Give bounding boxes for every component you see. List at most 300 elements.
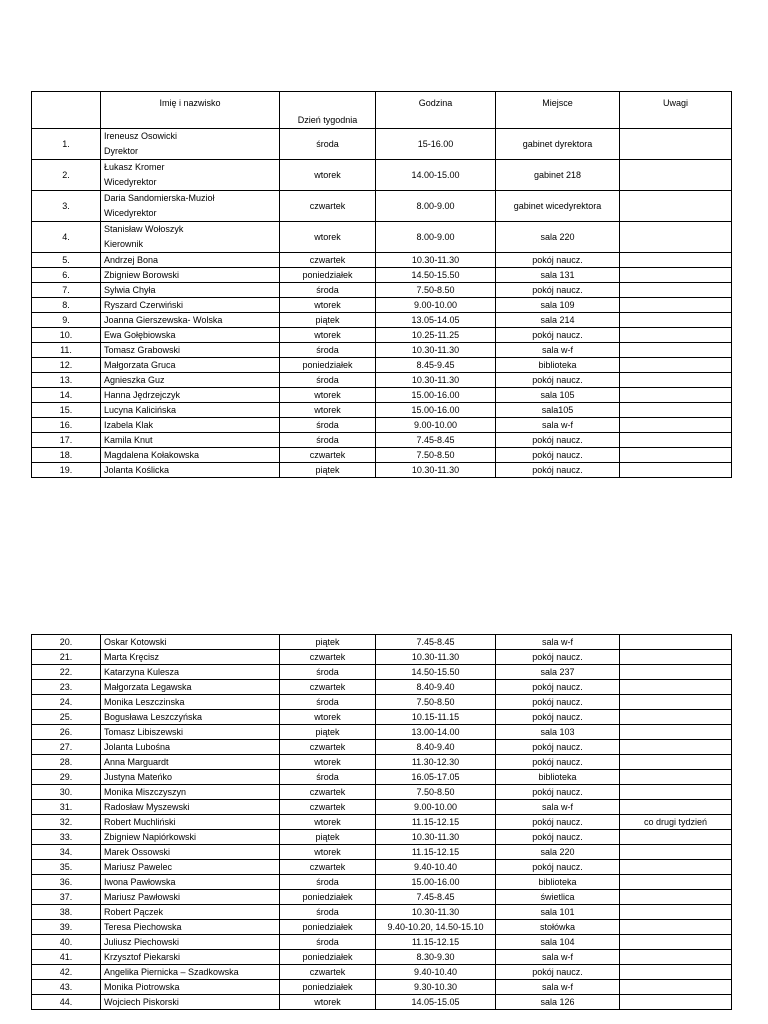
person-name: Ryszard Czerwiński: [101, 298, 280, 313]
hours: 10.30-11.30: [376, 830, 496, 845]
row-number: 14.: [32, 388, 101, 403]
notes: [620, 433, 732, 448]
weekday: środa: [280, 373, 376, 388]
notes: [620, 635, 732, 650]
weekday: czwartek: [280, 860, 376, 875]
table-row: [32, 448, 732, 463]
row-number: 16.: [32, 418, 101, 433]
row-number: 12.: [32, 358, 101, 373]
location: gabinet 218: [496, 160, 620, 191]
notes: [620, 950, 732, 965]
hours: 14.00-15.00: [376, 160, 496, 191]
person-name: Małgorzata Gruca: [101, 358, 280, 373]
row-number: 6.: [32, 268, 101, 283]
weekday: poniedziałek: [280, 980, 376, 995]
hours: 9.00-10.00: [376, 298, 496, 313]
person-name: Teresa Piechowska: [101, 920, 280, 935]
weekday: czwartek: [280, 785, 376, 800]
table-row: [32, 313, 732, 328]
row-number: 39.: [32, 920, 101, 935]
weekday: wtorek: [280, 388, 376, 403]
person-role: Dyrektor: [104, 146, 139, 156]
notes: [620, 253, 732, 268]
location: pokój naucz.: [496, 830, 620, 845]
table-row: [32, 222, 732, 253]
row-number: 36.: [32, 875, 101, 890]
table-row: [32, 845, 732, 860]
header-day: Dzień tygodnia: [280, 92, 376, 129]
hours: 10.25-11.25: [376, 328, 496, 343]
weekday: czwartek: [280, 800, 376, 815]
row-number: 7.: [32, 283, 101, 298]
notes: [620, 313, 732, 328]
row-number: 35.: [32, 860, 101, 875]
notes: [620, 463, 732, 478]
weekday: wtorek: [280, 815, 376, 830]
person-name: Jolanta Lubośna: [101, 740, 280, 755]
row-number: 24.: [32, 695, 101, 710]
person-name: Robert Pączek: [101, 905, 280, 920]
location: pokój naucz.: [496, 740, 620, 755]
notes: [620, 160, 732, 191]
person-name: Monika Leszczinska: [101, 695, 280, 710]
person-name: Agnieszka Guz: [101, 373, 280, 388]
notes: [620, 191, 732, 222]
notes: [620, 695, 732, 710]
row-number: 18.: [32, 448, 101, 463]
hours: 7.45-8.45: [376, 890, 496, 905]
table-row: [32, 191, 732, 222]
hours: 15.00-16.00: [376, 388, 496, 403]
table-row: [32, 129, 732, 160]
table-row: [32, 433, 732, 448]
notes: [620, 343, 732, 358]
hours: 11.15-12.15: [376, 935, 496, 950]
weekday: piątek: [280, 635, 376, 650]
weekday: środa: [280, 935, 376, 950]
hours: 15.00-16.00: [376, 875, 496, 890]
table-row: [32, 725, 732, 740]
person-name: [101, 222, 280, 253]
header-time: Godzina: [376, 92, 496, 129]
weekday: wtorek: [280, 298, 376, 313]
person-name: Magdalena Kołakowska: [101, 448, 280, 463]
person-name-text: Ireneusz Osowicki: [104, 131, 178, 141]
location: pokój naucz.: [496, 328, 620, 343]
location: sala 214: [496, 313, 620, 328]
location: pokój naucz.: [496, 253, 620, 268]
row-number: 13.: [32, 373, 101, 388]
person-role: Wicedyrektor: [104, 177, 157, 187]
notes: [620, 283, 732, 298]
table-row: [32, 890, 732, 905]
notes: [620, 222, 732, 253]
weekday: środa: [280, 283, 376, 298]
hours: 7.50-8.50: [376, 283, 496, 298]
table-row: [32, 710, 732, 725]
hours: 10.30-11.30: [376, 650, 496, 665]
weekday: środa: [280, 343, 376, 358]
weekday: piątek: [280, 725, 376, 740]
hours: 9.00-10.00: [376, 418, 496, 433]
hours: 7.50-8.50: [376, 448, 496, 463]
location: sala 104: [496, 935, 620, 950]
table-row: [32, 815, 732, 830]
person-name: Tomasz Grabowski: [101, 343, 280, 358]
row-number: 19.: [32, 463, 101, 478]
weekday: czwartek: [280, 740, 376, 755]
row-number: 27.: [32, 740, 101, 755]
notes: [620, 875, 732, 890]
hours: 10.15-11.15: [376, 710, 496, 725]
weekday: wtorek: [280, 710, 376, 725]
table-row: [32, 160, 732, 191]
notes: [620, 388, 732, 403]
location: pokój naucz.: [496, 448, 620, 463]
person-name: Angelika Piernicka – Szadkowska: [101, 965, 280, 980]
table-row: [32, 740, 732, 755]
weekday: czwartek: [280, 448, 376, 463]
table-row: [32, 343, 732, 358]
person-name: Sylwia Chyła: [101, 283, 280, 298]
notes: [620, 298, 732, 313]
weekday: poniedziałek: [280, 950, 376, 965]
hours: 9.40-10.40: [376, 860, 496, 875]
notes: [620, 740, 732, 755]
location: sala 237: [496, 665, 620, 680]
header-row: [32, 92, 732, 129]
row-number: 30.: [32, 785, 101, 800]
location: pokój naucz.: [496, 283, 620, 298]
weekday: piątek: [280, 830, 376, 845]
notes: [620, 650, 732, 665]
row-number: 43.: [32, 980, 101, 995]
notes: [620, 403, 732, 418]
table-row: [32, 695, 732, 710]
person-name: Mariusz Pawelec: [101, 860, 280, 875]
notes: [620, 785, 732, 800]
notes: [620, 680, 732, 695]
weekday: środa: [280, 665, 376, 680]
location: sala w-f: [496, 980, 620, 995]
location: stołówka: [496, 920, 620, 935]
notes: [620, 665, 732, 680]
location: sala 220: [496, 222, 620, 253]
table-row: [32, 358, 732, 373]
hours: 10.30-11.30: [376, 463, 496, 478]
notes: [620, 755, 732, 770]
location: pokój naucz.: [496, 755, 620, 770]
weekday: poniedziałek: [280, 268, 376, 283]
weekday: środa: [280, 905, 376, 920]
row-number: 8.: [32, 298, 101, 313]
person-name: Bogusława Leszczyńska: [101, 710, 280, 725]
weekday: wtorek: [280, 845, 376, 860]
row-number: 5.: [32, 253, 101, 268]
location: biblioteka: [496, 358, 620, 373]
person-name: [101, 191, 280, 222]
location: pokój naucz.: [496, 815, 620, 830]
person-role: Kierownik: [104, 239, 144, 249]
person-name: Monika Piotrowska: [101, 980, 280, 995]
table-row: [32, 463, 732, 478]
person-name: Ewa Gołębiowska: [101, 328, 280, 343]
hours: 8.45-9.45: [376, 358, 496, 373]
hours: 14.50-15.50: [376, 268, 496, 283]
row-number: 26.: [32, 725, 101, 740]
notes: [620, 358, 732, 373]
person-name-text: Stanisław Wołoszyk: [104, 224, 184, 234]
weekday: środa: [280, 129, 376, 160]
header-number: [32, 92, 101, 129]
hours: 10.30-11.30: [376, 343, 496, 358]
row-number: 21.: [32, 650, 101, 665]
hours: 14.50-15.50: [376, 665, 496, 680]
person-name: Zbigniew Borowski: [101, 268, 280, 283]
location: pokój naucz.: [496, 710, 620, 725]
person-name: Lucyna Kalicińska: [101, 403, 280, 418]
row-number: 32.: [32, 815, 101, 830]
hours: 10.30-11.30: [376, 253, 496, 268]
row-number: 40.: [32, 935, 101, 950]
person-name: Mariusz Pawłowski: [101, 890, 280, 905]
notes: [620, 905, 732, 920]
person-name: Anna Marguardt: [101, 755, 280, 770]
notes: [620, 418, 732, 433]
notes: [620, 980, 732, 995]
location: sala105: [496, 403, 620, 418]
person-name: Robert Muchliński: [101, 815, 280, 830]
weekday: wtorek: [280, 160, 376, 191]
table-row: [32, 875, 732, 890]
row-number: 29.: [32, 770, 101, 785]
notes: [620, 920, 732, 935]
notes: [620, 328, 732, 343]
person-name: Marta Kręcisz: [101, 650, 280, 665]
weekday: środa: [280, 433, 376, 448]
person-name: Andrzej Bona: [101, 253, 280, 268]
hours: 7.45-8.45: [376, 635, 496, 650]
hours: 9.40-10.40: [376, 965, 496, 980]
person-name: Marek Ossowski: [101, 845, 280, 860]
table-row: [32, 995, 732, 1010]
weekday: piątek: [280, 313, 376, 328]
location: pokój naucz.: [496, 680, 620, 695]
row-number: 42.: [32, 965, 101, 980]
row-number: 1.: [32, 129, 101, 160]
header-place: Miejsce: [496, 92, 620, 129]
table-row: [32, 268, 732, 283]
notes: [620, 725, 732, 740]
location: gabinet wicedyrektora: [496, 191, 620, 222]
hours: 7.50-8.50: [376, 695, 496, 710]
weekday: środa: [280, 875, 376, 890]
weekday: wtorek: [280, 403, 376, 418]
person-name-text: Daria Sandomierska-Muzioł: [104, 193, 215, 203]
weekday: czwartek: [280, 191, 376, 222]
person-name: Tomasz Libiszewski: [101, 725, 280, 740]
person-name: Monika Miszczyszyn: [101, 785, 280, 800]
hours: 9.30-10.30: [376, 980, 496, 995]
person-name: Juliusz Piechowski: [101, 935, 280, 950]
person-name: Hanna Jędrzejczyk: [101, 388, 280, 403]
weekday: środa: [280, 770, 376, 785]
header-name: Imię i nazwisko: [101, 92, 280, 129]
weekday: czwartek: [280, 253, 376, 268]
location: sala 101: [496, 905, 620, 920]
table-row: [32, 418, 732, 433]
table-row: [32, 298, 732, 313]
table-row: [32, 770, 732, 785]
location: sala 126: [496, 995, 620, 1010]
hours: 7.50-8.50: [376, 785, 496, 800]
notes: [620, 935, 732, 950]
person-name: Krzysztof Piekarski: [101, 950, 280, 965]
location: pokój naucz.: [496, 433, 620, 448]
hours: 8.40-9.40: [376, 680, 496, 695]
location: sala w-f: [496, 418, 620, 433]
table-row: [32, 665, 732, 680]
weekday: poniedziałek: [280, 890, 376, 905]
table-row: [32, 980, 732, 995]
row-number: 4.: [32, 222, 101, 253]
table-row: [32, 950, 732, 965]
person-name-text: Łukasz Kromer: [104, 162, 165, 172]
row-number: 25.: [32, 710, 101, 725]
table-row: [32, 935, 732, 950]
table-row: [32, 635, 732, 650]
hours: 14.05-15.05: [376, 995, 496, 1010]
person-name: Wojciech Piskorski: [101, 995, 280, 1010]
weekday: środa: [280, 418, 376, 433]
person-name: Małgorzata Legawska: [101, 680, 280, 695]
notes: [620, 995, 732, 1010]
hours: 8.00-9.00: [376, 191, 496, 222]
location: pokój naucz.: [496, 860, 620, 875]
location: pokój naucz.: [496, 965, 620, 980]
row-number: 17.: [32, 433, 101, 448]
location: pokój naucz.: [496, 650, 620, 665]
hours: 15.00-16.00: [376, 403, 496, 418]
table-row: [32, 860, 732, 875]
location: sala 105: [496, 388, 620, 403]
table-row: [32, 905, 732, 920]
hours: 13.05-14.05: [376, 313, 496, 328]
table-row: [32, 650, 732, 665]
location: pokój naucz.: [496, 695, 620, 710]
schedule-table-2: [31, 634, 732, 1010]
notes: [620, 800, 732, 815]
notes: [620, 268, 732, 283]
hours: 13.00-14.00: [376, 725, 496, 740]
person-name: Joanna Gierszewska- Wolska: [101, 313, 280, 328]
row-number: 34.: [32, 845, 101, 860]
table-row: [32, 800, 732, 815]
notes: [620, 448, 732, 463]
row-number: 28.: [32, 755, 101, 770]
row-number: 41.: [32, 950, 101, 965]
location: sala 131: [496, 268, 620, 283]
weekday: wtorek: [280, 328, 376, 343]
row-number: 15.: [32, 403, 101, 418]
location: sala w-f: [496, 800, 620, 815]
person-name: Iwona Pawłowska: [101, 875, 280, 890]
weekday: piątek: [280, 463, 376, 478]
location: sala w-f: [496, 950, 620, 965]
location: pokój naucz.: [496, 463, 620, 478]
hours: 7.45-8.45: [376, 433, 496, 448]
weekday: wtorek: [280, 755, 376, 770]
hours: 9.00-10.00: [376, 800, 496, 815]
row-number: 33.: [32, 830, 101, 845]
row-number: 11.: [32, 343, 101, 358]
table-row: [32, 830, 732, 845]
location: pokój naucz.: [496, 373, 620, 388]
person-role: Wicedyrektor: [104, 208, 157, 218]
person-name: Kamila Knut: [101, 433, 280, 448]
table-row: [32, 253, 732, 268]
row-number: 44.: [32, 995, 101, 1010]
weekday: wtorek: [280, 222, 376, 253]
notes: [620, 830, 732, 845]
person-name: Izabela Klak: [101, 418, 280, 433]
table-row: [32, 965, 732, 980]
notes: [620, 770, 732, 785]
person-name: [101, 129, 280, 160]
table-row: [32, 920, 732, 935]
person-name: Katarzyna Kulesza: [101, 665, 280, 680]
row-number: 31.: [32, 800, 101, 815]
table-row: [32, 403, 732, 418]
location: sala 220: [496, 845, 620, 860]
weekday: środa: [280, 695, 376, 710]
location: biblioteka: [496, 770, 620, 785]
weekday: poniedziałek: [280, 920, 376, 935]
location: gabinet dyrektora: [496, 129, 620, 160]
notes: co drugi tydzień: [620, 815, 732, 830]
location: pokój naucz.: [496, 785, 620, 800]
hours: 11.15-12.15: [376, 845, 496, 860]
table-row: [32, 373, 732, 388]
weekday: czwartek: [280, 965, 376, 980]
table-row: [32, 680, 732, 695]
table-row: [32, 755, 732, 770]
notes: [620, 710, 732, 725]
row-number: 2.: [32, 160, 101, 191]
row-number: 3.: [32, 191, 101, 222]
hours: 16.05-17.05: [376, 770, 496, 785]
hours: 11.30-12.30: [376, 755, 496, 770]
weekday: czwartek: [280, 680, 376, 695]
notes: [620, 965, 732, 980]
row-number: 37.: [32, 890, 101, 905]
location: sala w-f: [496, 343, 620, 358]
location: świetlica: [496, 890, 620, 905]
weekday: czwartek: [280, 650, 376, 665]
weekday: wtorek: [280, 995, 376, 1010]
person-name: Jolanta Koślicka: [101, 463, 280, 478]
row-number: 9.: [32, 313, 101, 328]
notes: [620, 129, 732, 160]
hours: 11.15-12.15: [376, 815, 496, 830]
notes: [620, 373, 732, 388]
table-row: [32, 388, 732, 403]
location: sala w-f: [496, 635, 620, 650]
hours: 8.00-9.00: [376, 222, 496, 253]
person-name: Radosław Myszewski: [101, 800, 280, 815]
person-name: Zbigniew Napiórkowski: [101, 830, 280, 845]
location: sala 109: [496, 298, 620, 313]
